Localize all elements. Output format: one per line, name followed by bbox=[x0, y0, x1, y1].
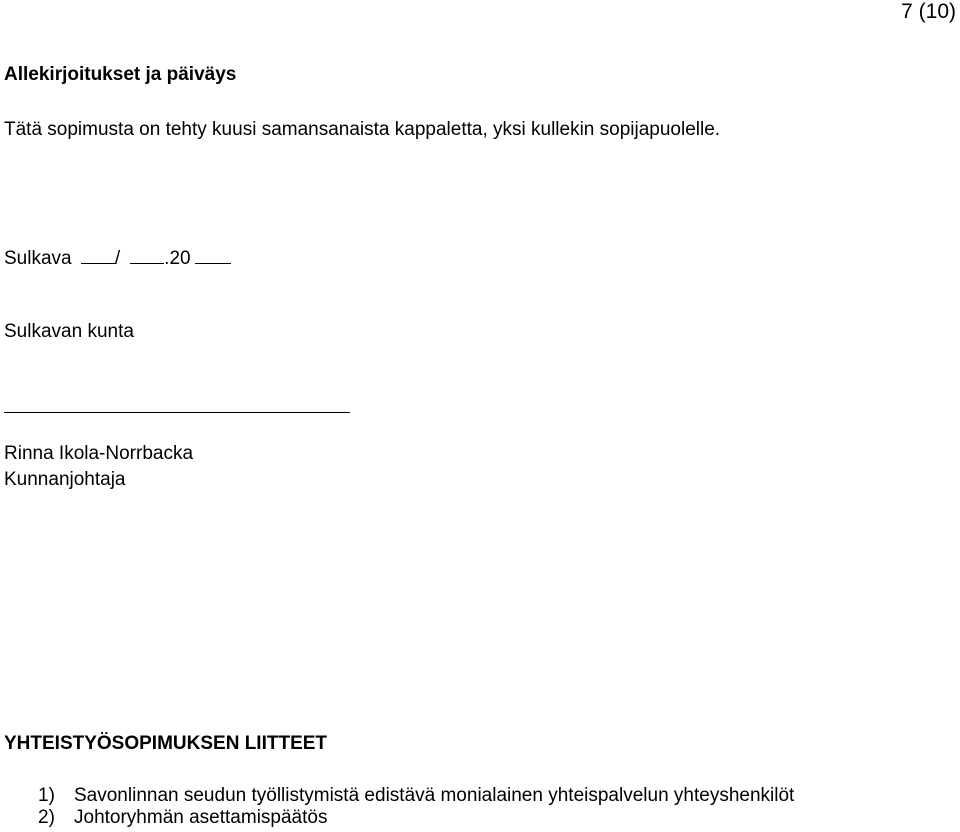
list-item bbox=[38, 785, 794, 807]
signatory-name: Rinna Ikola-Norrbacka bbox=[4, 443, 194, 464]
page-number: 7 (10) bbox=[901, 0, 956, 23]
party-name: Sulkavan kunta bbox=[4, 321, 134, 342]
list-item-number: 2) bbox=[38, 807, 55, 828]
list-item-text: Johtoryhmän asettamispäätös bbox=[74, 807, 328, 828]
month-blank bbox=[130, 245, 164, 264]
list-item-number: 1) bbox=[38, 785, 55, 806]
date-separator: / bbox=[114, 248, 121, 269]
copies-statement: Tätä sopimusta on tehty kuusi samansanaista kappaletta, yksi kullekin sopijapuolelle. bbox=[4, 119, 721, 140]
list-item bbox=[38, 807, 327, 829]
year-blank bbox=[195, 245, 231, 264]
signature-line bbox=[4, 412, 350, 413]
date-place: Sulkava bbox=[4, 248, 72, 269]
date-line bbox=[4, 245, 231, 270]
year-prefix: .20 bbox=[164, 248, 191, 269]
signatures-heading: Allekirjoitukset ja päiväys bbox=[4, 64, 237, 85]
appendices-heading: YHTEISTYÖSOPIMUKSEN LIITTEET bbox=[4, 733, 328, 754]
day-blank bbox=[81, 245, 115, 264]
list-item-text: Savonlinnan seudun työllistymistä edistävä monialainen yhteispalvelun yhteyshenkilöt bbox=[74, 785, 795, 806]
signatory-title: Kunnanjohtaja bbox=[4, 469, 126, 490]
